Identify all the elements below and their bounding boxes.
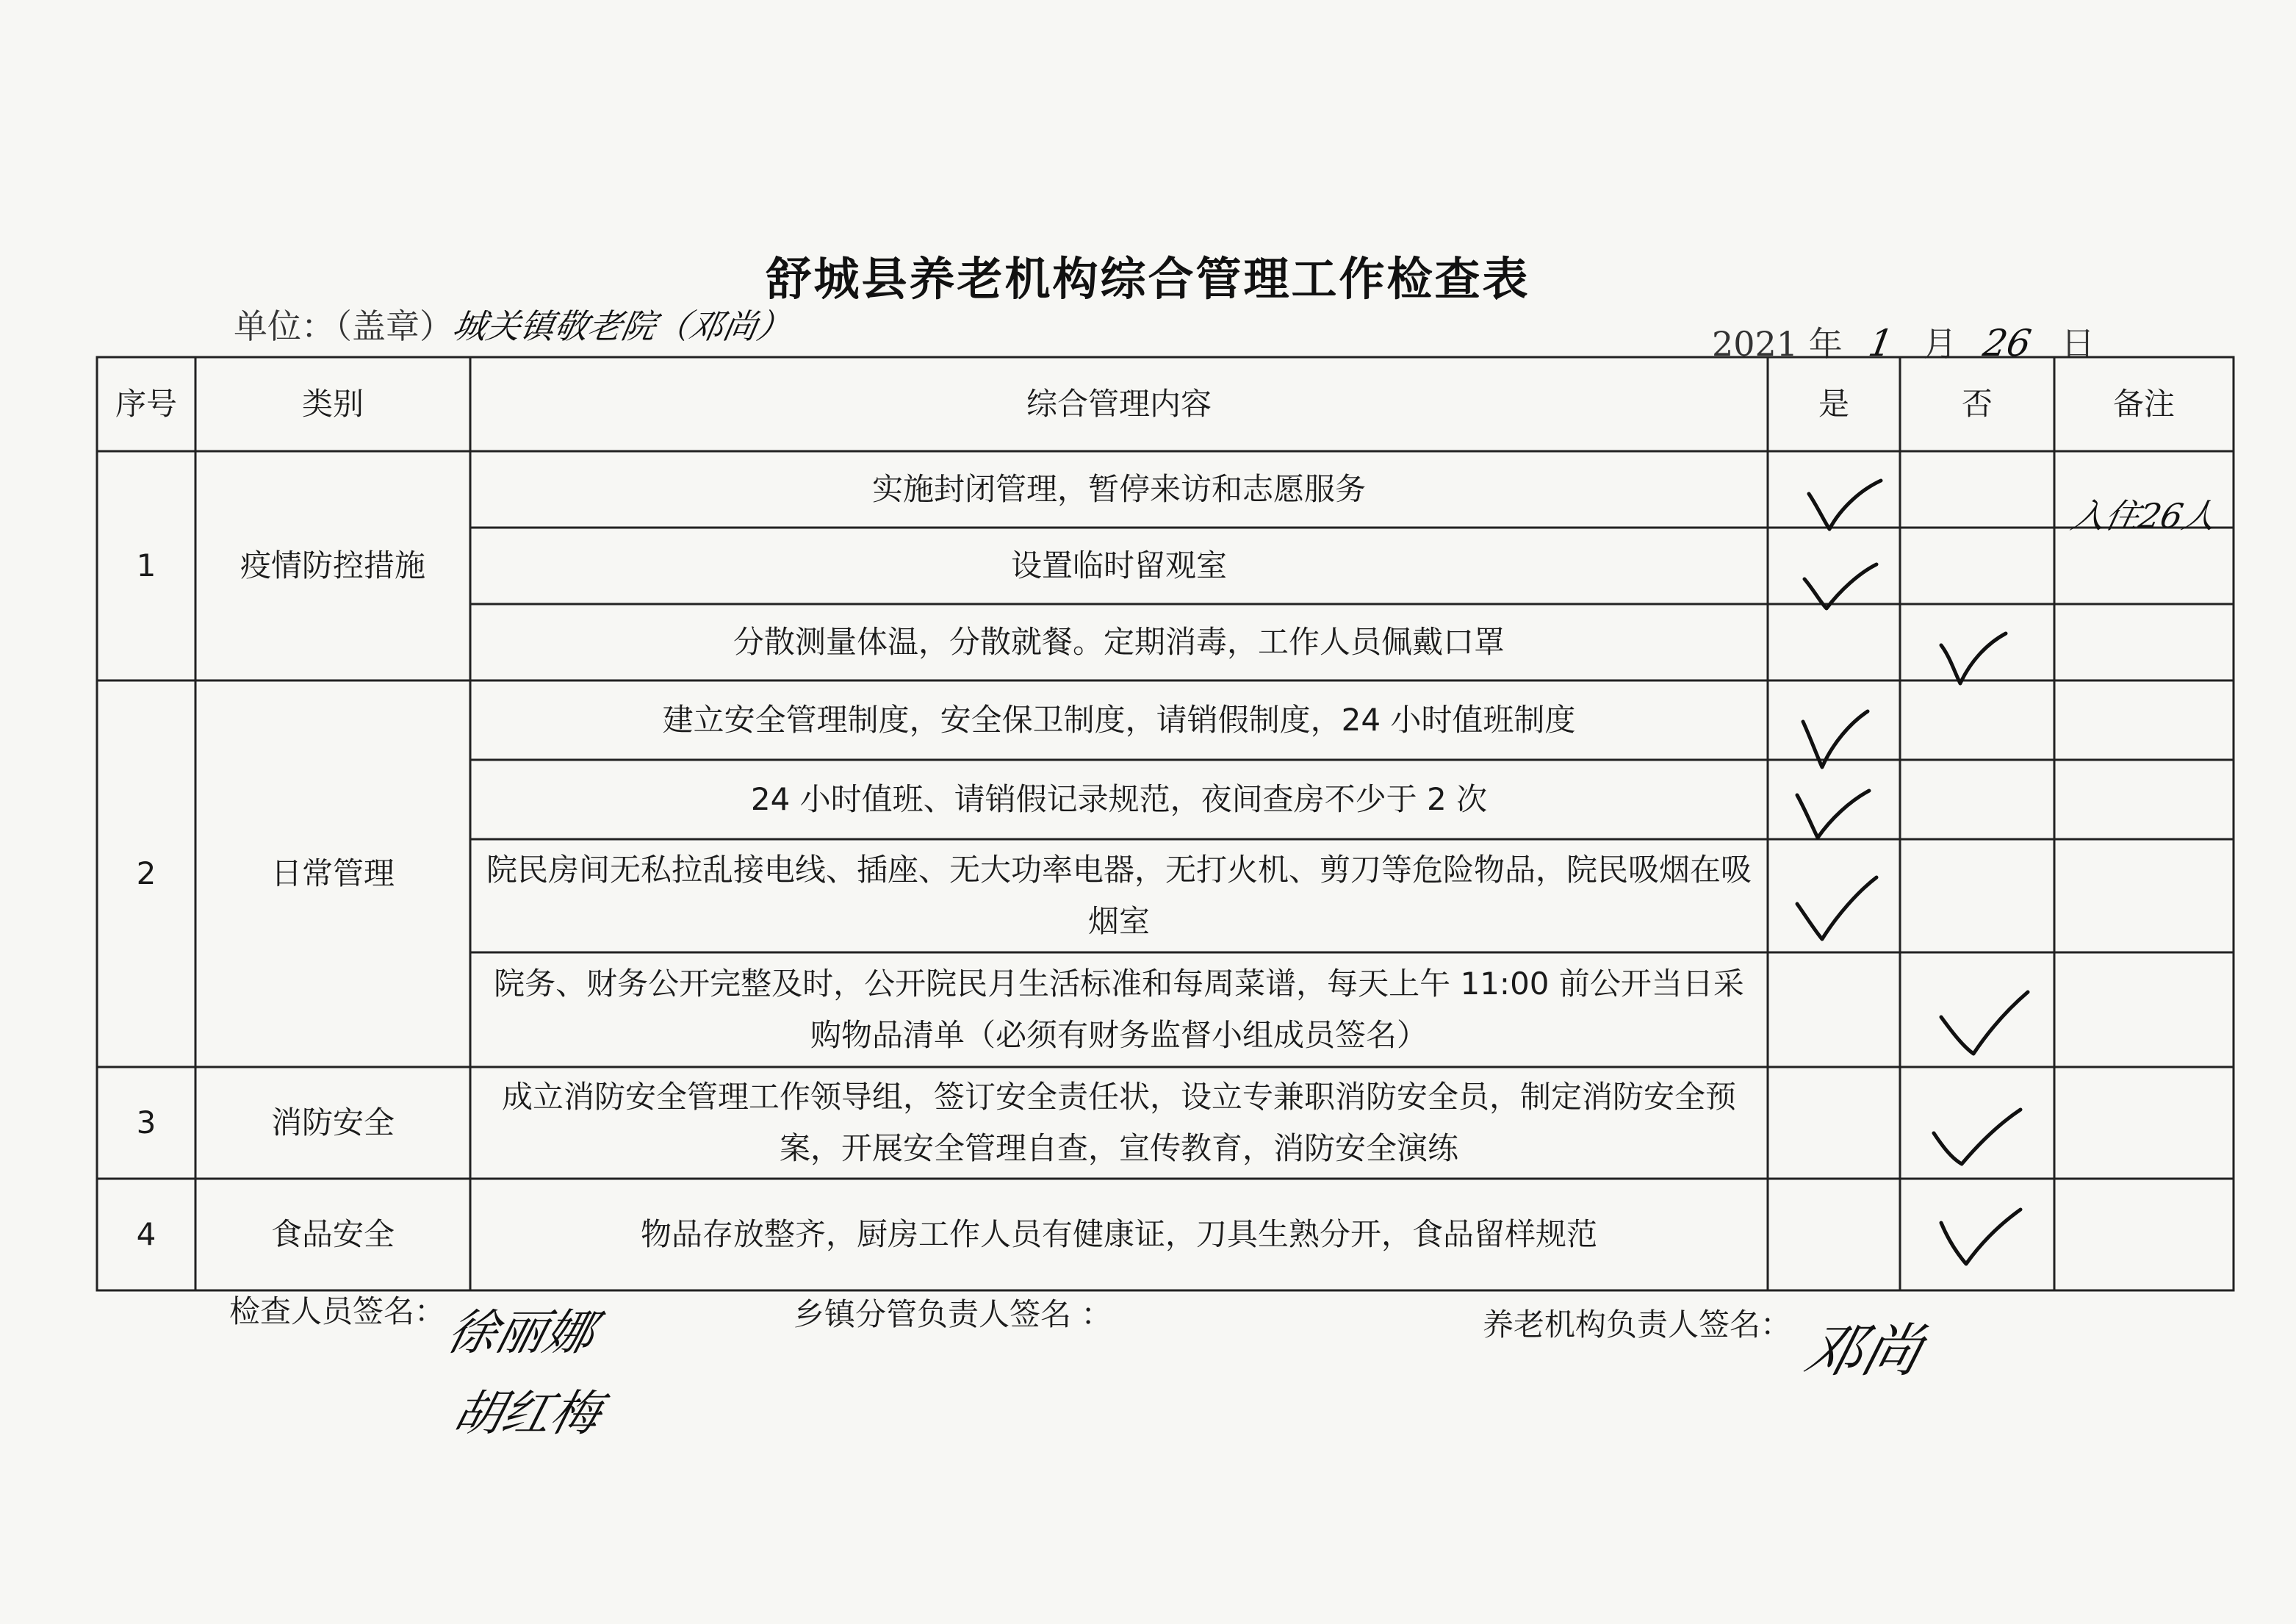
unit-label: 单位：（盖章） xyxy=(234,306,453,346)
row-5-yes-checkmark-icon xyxy=(1793,786,1874,845)
row-2-yes-checkmark-icon xyxy=(1800,557,1881,616)
row-2-content: 设置临时留观室 xyxy=(1010,547,1227,583)
col-header-category: 类别 xyxy=(301,386,364,422)
group-2-no: 2 xyxy=(136,855,156,891)
date-month-suffix: 月 xyxy=(1923,324,1957,364)
date-day-handwritten: 26 xyxy=(1979,322,2034,364)
institution-signature-label: 养老机构负责人签名： xyxy=(1483,1307,1792,1343)
row-3-content: 分散测量体温，分散就餐。定期消毒，工作人员佩戴口罩 xyxy=(733,624,1505,660)
inspector-signature-label: 检查人员签名： xyxy=(229,1293,446,1329)
row-9-content: 物品存放整齐，厨房工作人员有健康证，刀具生熟分开，食品留样规范 xyxy=(640,1216,1597,1252)
date-day-suffix: 日 xyxy=(2061,324,2095,364)
township-signature-label: 乡镇分管负责人签名 ： xyxy=(793,1296,1112,1332)
row-6-yes-checkmark-icon xyxy=(1793,872,1881,945)
col-header-content: 综合管理内容 xyxy=(1026,386,1212,422)
row-8-content: 成立消防安全管理工作领导组，签订安全责任状，设立专兼职消防安全员，制定消防安全预案，开展安全管理自查，宣传教育，消防安全演练 xyxy=(501,1079,1736,1166)
institution-signature-value: 邓尚 xyxy=(1798,1318,1929,1384)
group-2-category: 日常管理 xyxy=(270,855,395,891)
group-3-no: 3 xyxy=(136,1104,156,1140)
row-1-yes-checkmark-icon xyxy=(1804,478,1885,536)
row-9-no-checkmark-icon xyxy=(1937,1205,2025,1271)
inspector-signature-1: 徐丽娜 xyxy=(441,1304,602,1361)
group-1-category: 疫情防控措施 xyxy=(240,547,425,583)
col-header-no: 否 xyxy=(1961,386,1993,422)
date-month-handwritten: 1 xyxy=(1865,322,1896,364)
row-6-content: 院民房间无私拉乱接电线、插座、无大功率电器，无打火机、剪刀等危险物品，院民吸烟在吸烟室 xyxy=(486,852,1752,939)
group-4-no: 4 xyxy=(136,1216,156,1252)
col-header-yes: 是 xyxy=(1818,386,1849,422)
date-year: 2021 年 xyxy=(1712,324,1843,364)
row-4-yes-checkmark-icon xyxy=(1799,707,1872,773)
group-4-category: 食品安全 xyxy=(270,1216,395,1252)
col-header-remark: 备注 xyxy=(2112,386,2175,422)
row-1-content: 实施封闭管理，暂停来访和志愿服务 xyxy=(871,471,1366,507)
row-7-no-checkmark-icon xyxy=(1937,988,2032,1061)
row-8-no-checkmark-icon xyxy=(1929,1105,2025,1171)
row-4-content: 建立安全管理制度，安全保卫制度，请销假制度，24 小时值班制度 xyxy=(662,702,1576,738)
row-7-content: 院务、财务公开完整及时，公开院民月生活标准和每周菜谱，每天上午 11:00 前公开当日采购物品清单（必须有财务监督小组成员签名） xyxy=(494,966,1744,1053)
group-1-no: 1 xyxy=(136,547,156,583)
col-header-seq: 序号 xyxy=(115,386,177,422)
page-title: 舒城县养老机构综合管理工作检查表 xyxy=(766,252,1530,306)
row-1-remark-text: 入住26人 xyxy=(2067,496,2221,536)
row-1-remark xyxy=(2054,478,2234,554)
inspector-signature-2: 胡红梅 xyxy=(447,1385,608,1442)
row-3-no-checkmark-icon xyxy=(1937,630,2010,689)
unit-handwritten-value: 城关镇敬老院（邓尚） xyxy=(449,306,795,346)
row-5-content: 24 小时值班、请销假记录规范，夜间查房不少于 2 次 xyxy=(750,781,1488,817)
group-3-category: 消防安全 xyxy=(270,1104,395,1140)
